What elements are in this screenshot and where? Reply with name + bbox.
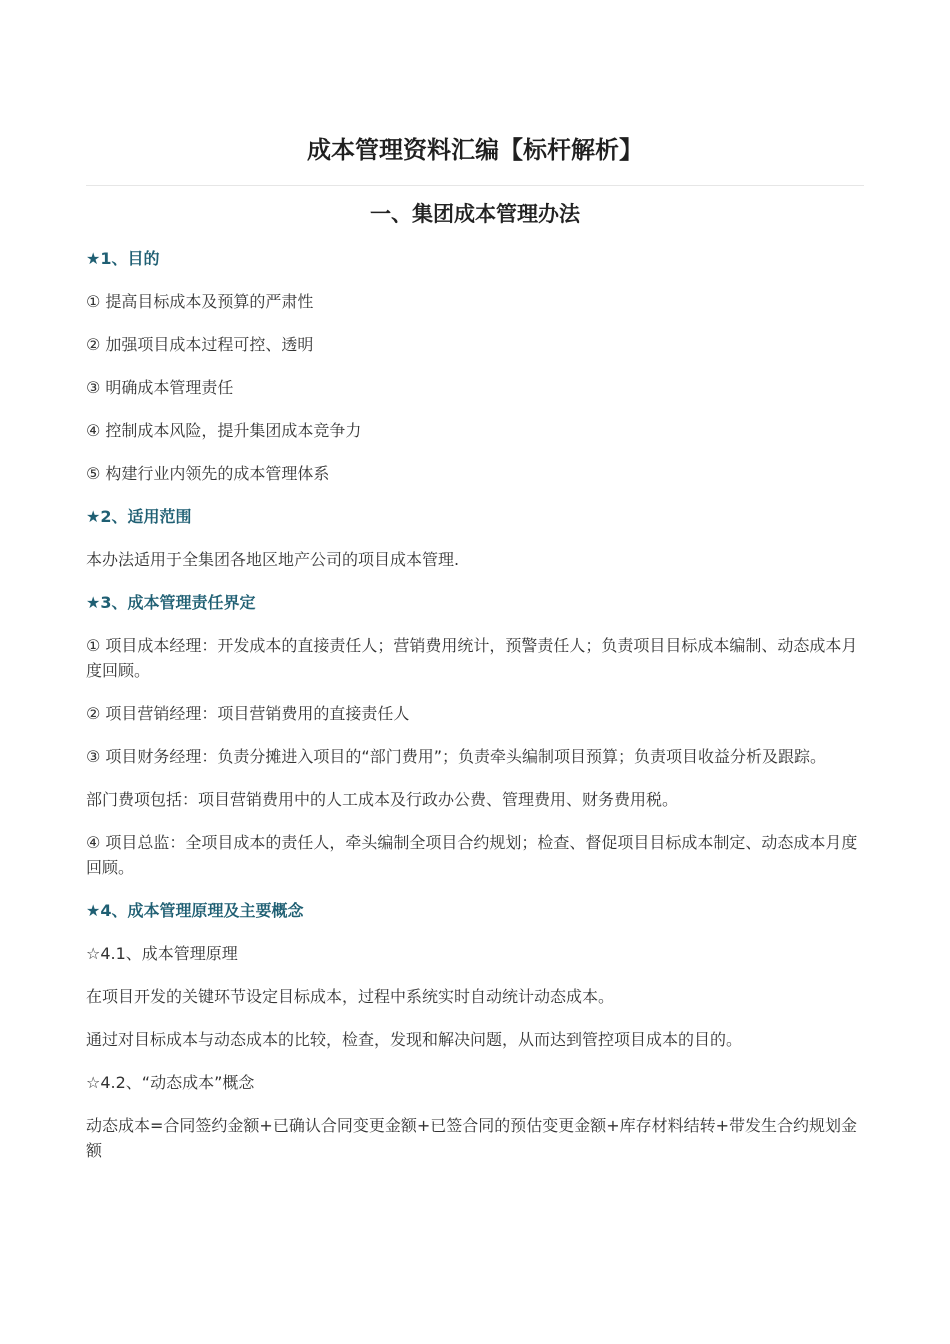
scope-paragraph: 本办法适用于全集团各地区地产公司的项目成本管理. xyxy=(86,550,460,569)
responsibility-project-director: ④ 项目总监：全项目成本的责任人，牵头编制全项目合约规划；检查、督促项目目标成本制定、动态成本月度回顾。 xyxy=(86,833,858,877)
section-heading-scope: ★2、适用范围 xyxy=(86,507,192,526)
subsection-principle: ☆4.1、成本管理原理 xyxy=(86,944,238,963)
purpose-item-2: ② 加强项目成本过程可控、透明 xyxy=(86,335,314,354)
purpose-item-1: ① 提高目标成本及预算的严肃性 xyxy=(86,292,314,311)
document-title: 成本管理资料汇编【标杆解析】 xyxy=(307,136,643,164)
principle-paragraph-1: 在项目开发的关键环节设定目标成本，过程中系统实时自动统计动态成本。 xyxy=(86,987,615,1006)
purpose-item-5: ⑤ 构建行业内领先的成本管理体系 xyxy=(86,464,330,483)
section-heading-responsibility: ★3、成本管理责任界定 xyxy=(86,593,256,612)
department-expense-note: 部门费项包括：项目营销费用中的人工成本及行政办公费、管理费用、财务费用税。 xyxy=(86,790,679,809)
section-heading-purpose: ★1、目的 xyxy=(86,249,160,268)
document-body xyxy=(86,246,864,1163)
purpose-item-3: ③ 明确成本管理责任 xyxy=(86,378,234,397)
subsection-dynamic-cost: ☆4.2、“动态成本”概念 xyxy=(86,1073,255,1092)
principle-paragraph-2: 通过对目标成本与动态成本的比较，检查，发现和解决问题，从而达到管控项目成本的目的。 xyxy=(86,1030,743,1049)
purpose-item-4: ④ 控制成本风险，提升集团成本竞争力 xyxy=(86,421,362,440)
title-divider xyxy=(86,185,864,186)
chapter-title: 一、集团成本管理办法 xyxy=(370,202,580,226)
responsibility-cost-manager: ① 项目成本经理：开发成本的直接责任人；营销费用统计，预警责任人；负责项目目标成本编制、动态成本月度回顾。 xyxy=(86,636,858,680)
responsibility-marketing-manager: ② 项目营销经理：项目营销费用的直接责任人 xyxy=(86,704,410,723)
section-heading-principles: ★4、成本管理原理及主要概念 xyxy=(86,901,304,920)
responsibility-finance-manager: ③ 项目财务经理：负责分摊进入项目的“部门费用”；负责牵头编制项目预算；负责项目收益分析及跟踪。 xyxy=(86,747,827,766)
dynamic-cost-formula: 动态成本=合同签约金额+已确认合同变更金额+已签合同的预估变更金额+库存材料结转+带发生合约规划金额 xyxy=(86,1116,858,1160)
